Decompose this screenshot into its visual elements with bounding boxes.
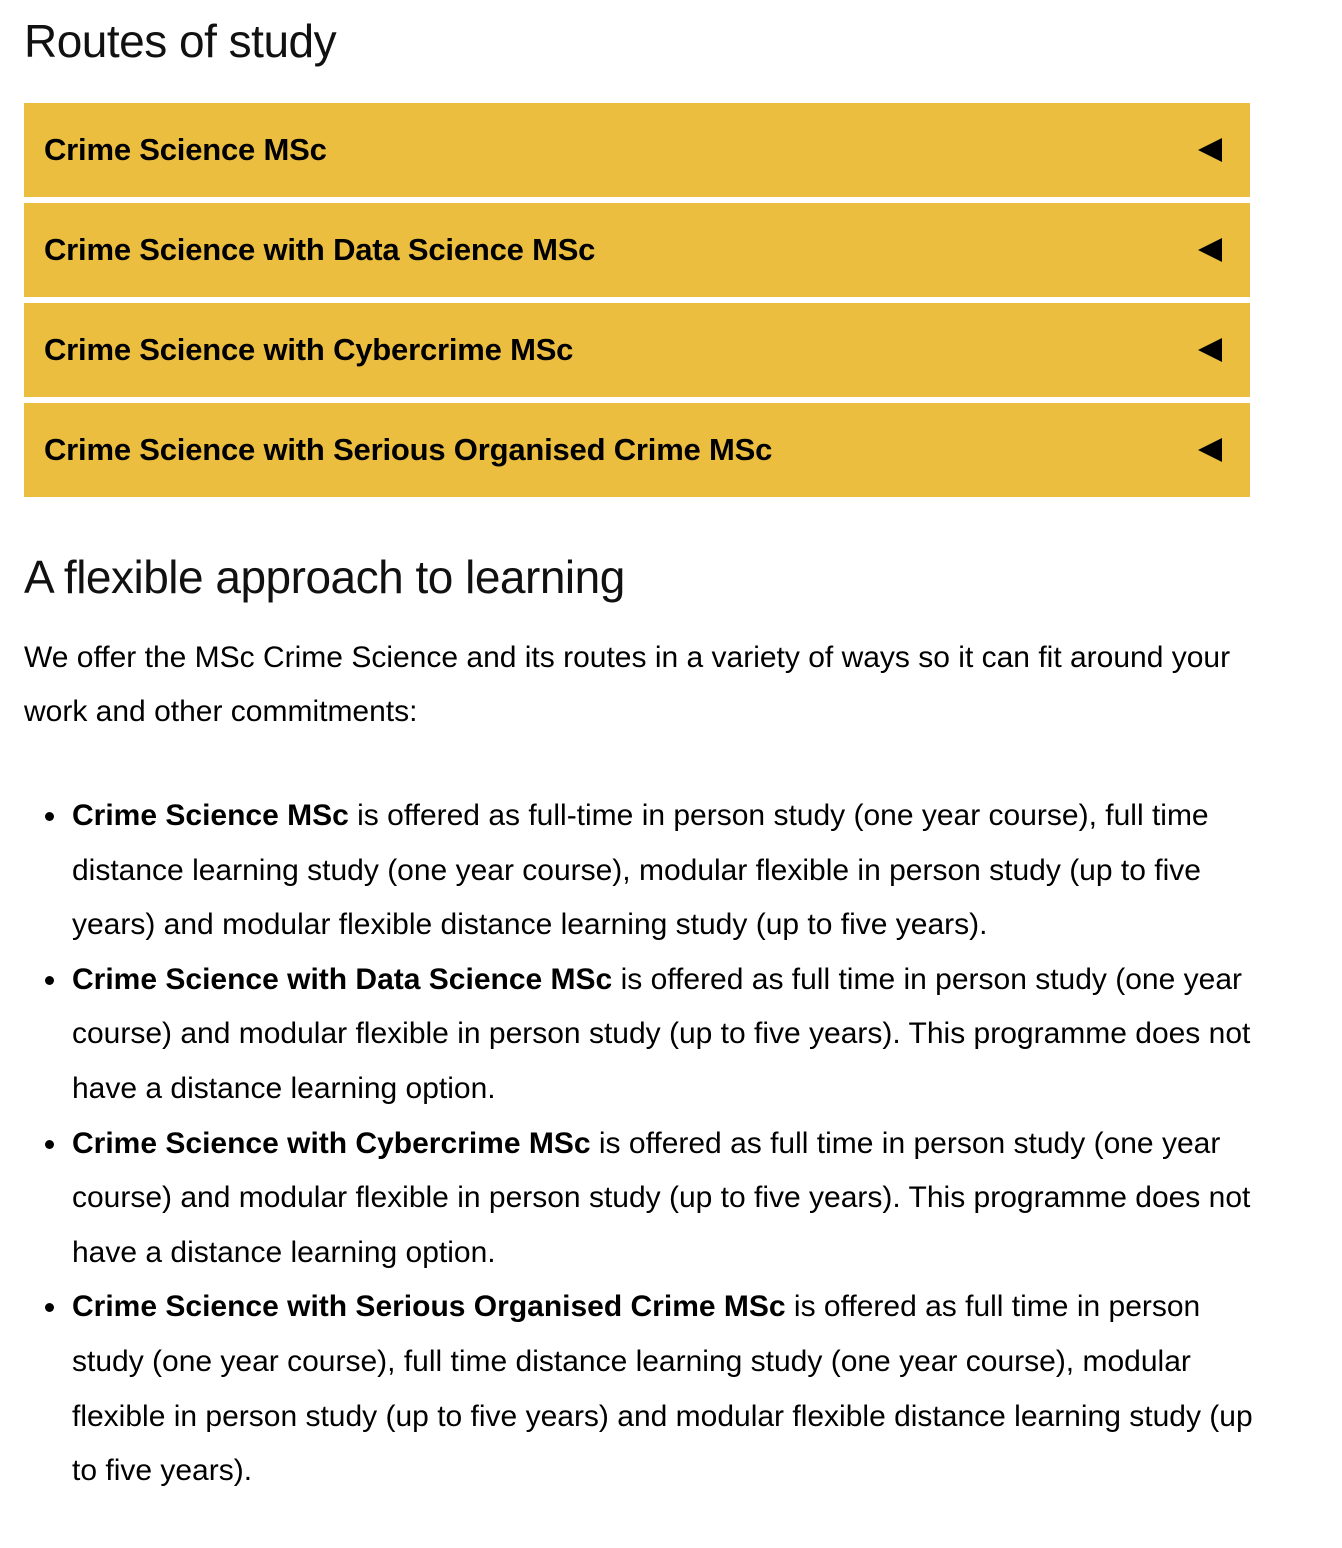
study-options-list bbox=[24, 789, 1264, 1499]
list-item-title: Crime Science MSc bbox=[72, 799, 349, 832]
list-item-title: Crime Science with Serious Organised Crime MSc bbox=[72, 1290, 786, 1324]
bullet-icon bbox=[45, 1303, 54, 1312]
bullet-icon bbox=[45, 812, 54, 821]
triangle-left-icon bbox=[1198, 238, 1222, 262]
list-item bbox=[72, 1280, 1264, 1498]
list-item-text: is offered as full-time in person study (one year course), full time distance learning study (one year course), modular flexible in person study (up to five years) and modular flexible distance learning study (up to five years). bbox=[72, 799, 1209, 942]
routes-accordion bbox=[24, 103, 1250, 503]
list-item-text: is offered as full time in person study (one year course) and modular flexible in person study (up to five years). This programme does not have a distance learning option. bbox=[72, 1126, 1251, 1269]
accordion-item-label: Crime Science with Cybercrime MSc bbox=[44, 332, 574, 367]
list-item-title: Crime Science with Cybercrime MSc bbox=[72, 1126, 591, 1160]
list-item-title: Crime Science with Data Science MSc bbox=[72, 962, 613, 996]
bullet-icon bbox=[45, 976, 54, 985]
flexible-learning-heading: A flexible approach to learning bbox=[24, 551, 625, 603]
intro-paragraph: We offer the MSc Crime Science and its routes in a variety of ways so it can fit around your work and other commitments: bbox=[24, 641, 1231, 728]
accordion-item-crime-science-msc[interactable] bbox=[24, 103, 1250, 197]
list-item bbox=[72, 1117, 1264, 1281]
accordion-item-cybercrime-msc[interactable] bbox=[24, 303, 1250, 397]
routes-of-study-heading: Routes of study bbox=[24, 15, 337, 67]
accordion-item-data-science-msc[interactable] bbox=[24, 203, 1250, 297]
list-item-text: is offered as full time in person study (one year course) and modular flexible in person study (up to five years). This programme does not have a distance learning option. bbox=[72, 962, 1251, 1105]
triangle-left-icon bbox=[1198, 438, 1222, 462]
list-item bbox=[72, 953, 1264, 1117]
accordion-item-serious-organised-crime-msc[interactable] bbox=[24, 403, 1250, 497]
triangle-left-icon bbox=[1198, 138, 1222, 162]
accordion-item-label: Crime Science with Serious Organised Crime MSc bbox=[44, 432, 773, 467]
bullet-icon bbox=[45, 1140, 54, 1149]
accordion-item-label: Crime Science with Data Science MSc bbox=[44, 232, 596, 267]
triangle-left-icon bbox=[1198, 338, 1222, 362]
list-item bbox=[72, 789, 1264, 953]
accordion-item-label: Crime Science MSc bbox=[44, 132, 327, 167]
list-item-text: is offered as full time in person study (one year course), full time distance learning study (one year course), modular flexible in person study (up to five years) and modular flexible distance learning study (up to five years). bbox=[72, 1290, 1253, 1488]
